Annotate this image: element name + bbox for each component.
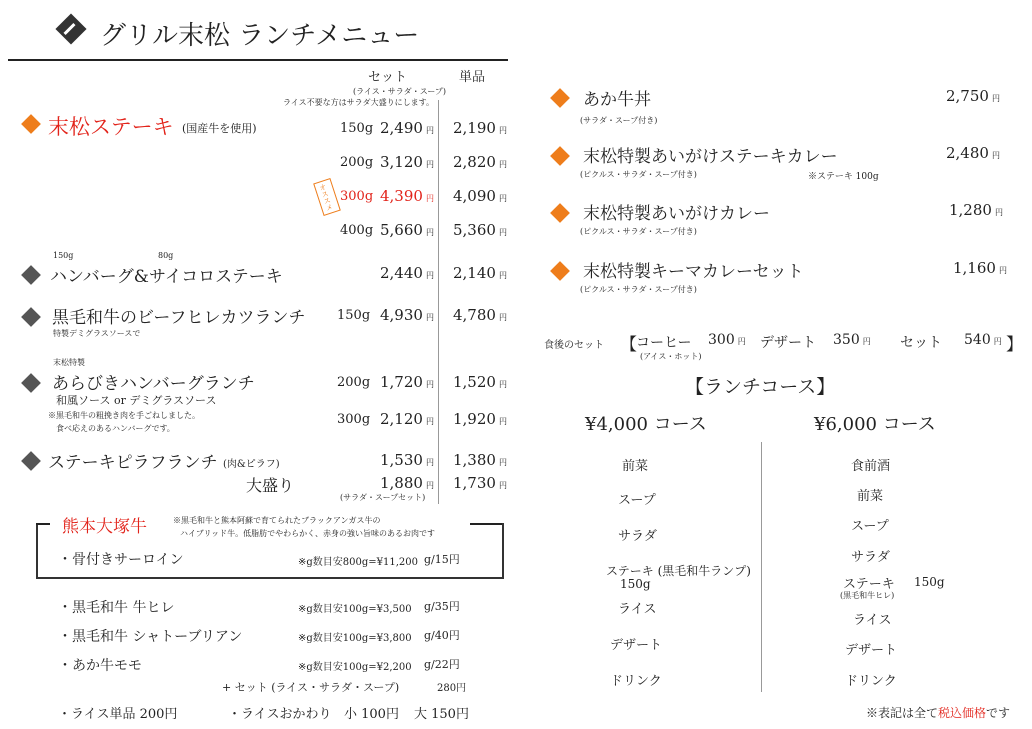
item-note: ※g数目安100g=¥2,200 [298,662,412,673]
weight: 400g [340,223,374,238]
diamond-icon [21,307,41,327]
item-price: g/40円 [424,629,460,642]
pilaf-large-note: (サラダ・スープセット) [340,493,426,502]
item-note: ※g数目安100g=¥3,800 [298,633,412,644]
arabiki-note: 食べ応えのあるハンバーグです。 [56,424,175,433]
rice-single: ・ライス単品 200円 [58,707,178,722]
pilaf-large: 大盛り [246,476,295,495]
bracket-open: 【 [620,335,637,355]
set-price: 1,880 円 [380,474,434,492]
set-label: セット [900,335,942,351]
katsu-note: 特製デミグラスソースで [53,329,141,338]
course-item: スープ [618,493,656,508]
course-title: 【ランチコース】 [685,376,836,398]
weight: 300g [340,189,374,204]
course-item: 食前酒 [851,459,891,474]
recommend-badge [313,178,341,216]
course-2-name: ¥6,000 コース [814,414,936,435]
diamond-icon [21,114,41,134]
rice-small: 小 100円 [344,707,399,722]
box-top-left [36,523,50,525]
set-price: 5,660 円 [380,221,434,239]
arabiki-note: ※黒毛和牛の粗挽き肉を手ごねしました。 [48,411,200,420]
course-item: 前菜 [622,459,649,474]
rice-large: 大 150円 [414,707,469,722]
single-price: 2,820 円 [453,153,507,171]
course-item: スープ [851,519,889,534]
item-name: ・黒毛和牛 シャトーブリアン [58,629,243,645]
course-item: サラダ [851,550,890,565]
coffee-price: 300 円 [708,332,746,348]
single-price: 5,360 円 [453,221,507,239]
single-price: 1,730 円 [453,474,507,492]
set-price: 4,390 円 [380,187,434,205]
coffee-label: コーヒー [636,335,692,351]
weight: 300g [337,412,371,427]
item-note: (ピクルス・サラダ・スープ付き) [580,170,697,179]
item-price: 1,280 円 [949,201,1003,219]
item-price: 2,480 円 [946,144,1000,162]
tax-note: ※表記は全て税込価格です [866,706,1011,720]
item-note: (ピクルス・サラダ・スープ付き) [580,285,697,294]
item-name: 末松特製キーマカレーセット [583,262,804,282]
course-item: ライス [618,602,657,617]
dice-weight: 80g [158,251,174,260]
header-rule [8,59,508,61]
arabiki-pre: 末松特製 [53,358,85,367]
item-name: 末松特製あいがけカレー [583,204,770,224]
item-name: ・あか牛モモ [58,658,142,674]
item-price: g/15円 [424,553,460,566]
course-divider [761,442,762,692]
course-item: 150g [914,575,945,589]
hamburg-weight: 150g [53,251,74,260]
course-item: ステーキ (黒毛和牛ランプ) [606,564,751,578]
diamond-icon [550,261,570,281]
set-price: 1,530 円 [380,451,434,469]
dessert-label: デザート [760,335,816,351]
set-price: 4,930 円 [380,306,434,324]
set-price: 2,490 円 [380,119,434,137]
set-price: 2,120 円 [380,410,434,428]
single-price: 1,520 円 [453,373,507,391]
item-extra: ※ステーキ 100g [808,172,879,182]
arabiki-name: あらびきハンバーグランチ [52,374,255,394]
item-note: ※g数目安100g=¥3,500 [298,604,412,615]
col-set-header: セット [368,70,408,85]
course-item: ライス [853,613,892,628]
course-1-name: ¥4,000 コース [585,414,707,435]
after-label: 食後のセット [544,340,604,351]
item-name: ・骨付きサーロイン [58,552,184,568]
course-item: 前菜 [857,489,884,504]
diamond-icon [21,451,41,471]
badge-text: オススメ [317,182,335,212]
set-plus-price: 280円 [437,683,467,694]
steak-note: (国産牛を使用) [182,122,257,135]
item-name: ・黒毛和牛 牛ヒレ [58,600,175,616]
weight: 200g [340,155,374,170]
arabiki-sauce: 和風ソース or デミグラスソース [56,394,217,407]
otsuka-title: 熊本大塚牛 [62,517,147,537]
weight: 150g [337,308,371,323]
weight: 150g [340,121,374,136]
item-price: g/22円 [424,658,460,671]
col-set-note: (ライス・サラダ・スープ) [353,87,447,96]
rice-refill: ・ライスおかわり [228,707,332,722]
weight: 200g [337,375,371,390]
bracket-close: 】 [1006,335,1023,355]
box-top-right [470,523,502,525]
set-price: 2,440 円 [380,264,434,282]
item-note: (ピクルス・サラダ・スープ付き) [580,227,697,236]
item-name: 末松特製あいがけステーキカレー [583,147,838,167]
price-divider [438,100,439,504]
single-price: 1,380 円 [453,451,507,469]
page-title: グリル末松 ランチメニュー [100,21,420,51]
diamond-icon [550,88,570,108]
course-item: ドリンク [610,674,662,689]
course-item: 150g [620,577,651,591]
item-note: ※g数目安800g=¥11,200 [298,557,418,568]
course-item: デザート [845,643,898,658]
set-plus: + セット (ライス・サラダ・スープ) [222,681,400,694]
pilaf-name: ステーキピラフランチ [48,453,218,473]
col-set-note2: ライス不要な方はサラダ大盛りにします。 [283,98,434,107]
course-item: ドリンク [845,674,897,689]
pilaf-note: (肉&ピラフ) [223,459,280,470]
otsuka-desc: ※黒毛和牛と熊本阿蘇で育てられたブラックアンガス牛の [173,516,381,525]
logo-icon [56,14,86,44]
item-price: g/35円 [424,600,460,613]
diamond-icon [550,146,570,166]
item-price: 2,750 円 [946,87,1000,105]
course-item: サラダ [618,529,657,544]
item-name: あか牛丼 [583,90,651,110]
single-price: 4,780 円 [453,306,507,324]
course-item: (黒毛和牛ヒレ) [840,591,895,600]
course-item: ステーキ [843,577,895,592]
hamburg-name: ハンバーグ&サイコロステーキ [50,267,283,287]
item-note: (サラダ・スープ付き) [580,116,658,125]
set-price: 540 円 [964,332,1002,348]
dessert-price: 350 円 [833,332,871,348]
katsu-name: 黒毛和牛のビーフヒレカツランチ [52,308,306,328]
diamond-icon [21,265,41,285]
item-price: 1,160 円 [953,259,1007,277]
coffee-note: (アイス・ホット) [640,352,702,361]
otsuka-desc: ハイブリッド牛。低脂肪でやわらかく、赤身の強い旨味のあるお肉です [180,529,435,538]
course-item: デザート [610,638,663,653]
single-price: 4,090 円 [453,187,507,205]
single-price: 2,190 円 [453,119,507,137]
single-price: 1,920 円 [453,410,507,428]
set-price: 1,720 円 [380,373,434,391]
diamond-icon [21,373,41,393]
diamond-icon [550,203,570,223]
set-price: 3,120 円 [380,153,434,171]
single-price: 2,140 円 [453,264,507,282]
col-single-header: 単品 [459,70,486,85]
steak-name: 末松ステーキ [48,115,174,139]
